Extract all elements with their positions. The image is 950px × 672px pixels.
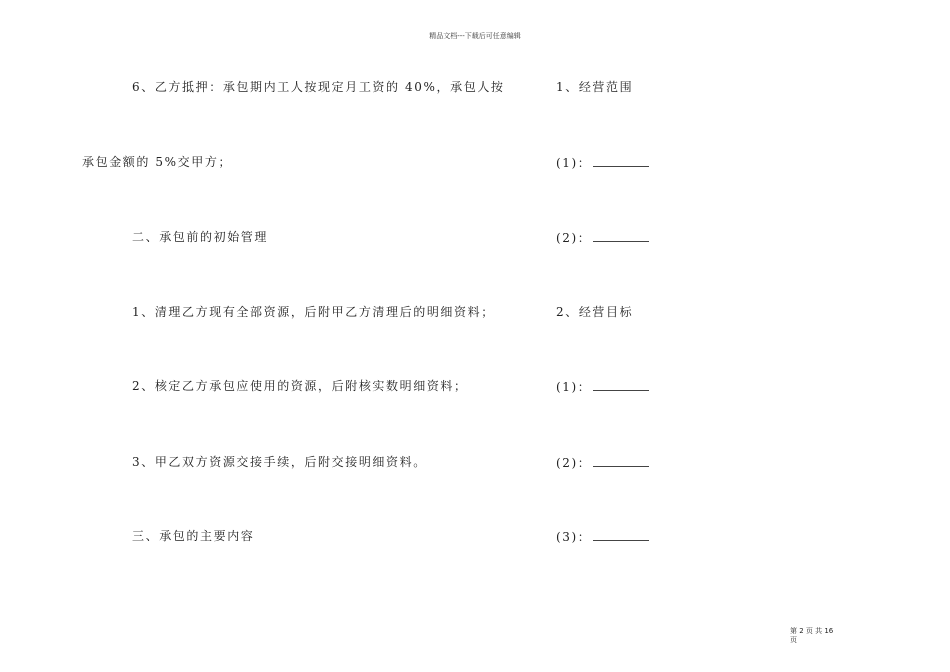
section-2-item-3: 3、甲乙双方资源交接手续，后附交接明细资料。 [132, 455, 427, 469]
goal-item-1 [556, 379, 649, 394]
goal-item-1-blank [593, 379, 649, 391]
goal-item-2-label: (2)： [556, 456, 592, 470]
scope-item-1 [556, 155, 649, 170]
business-goal-heading: 2、经营目标 [556, 305, 634, 319]
section-2-item-2: 2、核定乙方承包应使用的资源，后附核实数明细资料； [132, 379, 468, 393]
clause-6-pledge-line-1: 6、乙方抵押：承包期内工人按现定月工资的 40%，承包人按 [132, 80, 505, 94]
section-2-item-1: 1、清理乙方现有全部资源，后附甲乙方清理后的明细资料； [132, 305, 495, 319]
scope-item-2-label: (2)： [556, 231, 592, 245]
goal-item-1-label: (1)： [556, 380, 592, 394]
page-header: 精品文档---下载后可任意编辑 [429, 32, 521, 40]
goal-item-2 [556, 455, 649, 470]
page-number: 第 2 页 共 16 页 [790, 627, 834, 644]
business-scope-heading: 1、经营范围 [556, 80, 634, 94]
section-3-heading: 三、承包的主要内容 [132, 529, 255, 543]
scope-item-2-blank [593, 230, 649, 242]
scope-item-1-blank [593, 155, 649, 167]
section-2-heading: 二、承包前的初始管理 [132, 230, 269, 244]
goal-item-2-blank [593, 455, 649, 467]
scope-item-2 [556, 230, 649, 245]
goal-item-3 [556, 529, 649, 544]
goal-item-3-label: (3)： [556, 530, 592, 544]
clause-6-pledge-line-2: 承包金额的 5%交甲方； [82, 155, 233, 169]
goal-item-3-blank [593, 529, 649, 541]
scope-item-1-label: (1)： [556, 156, 592, 170]
